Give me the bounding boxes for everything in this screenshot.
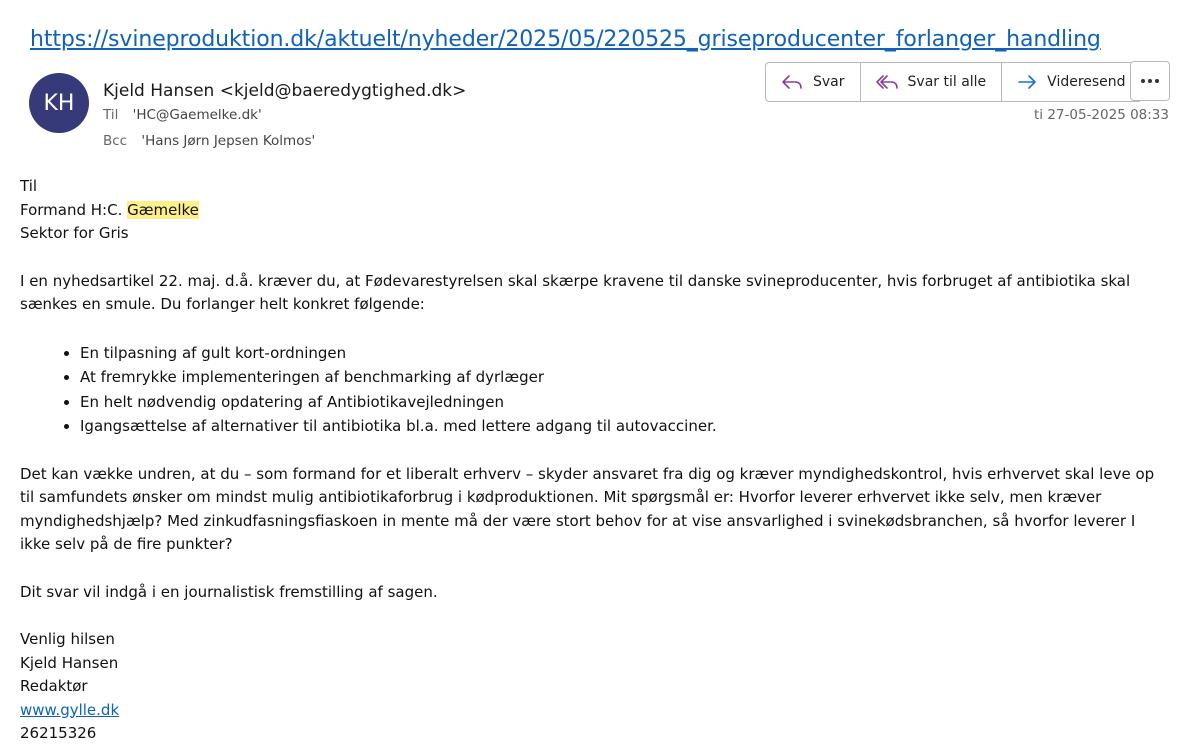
sender[interactable]: Kjeld Hansen <kjeld@baeredygtighed.dk>	[103, 81, 467, 101]
list-item: • En tilpasning af gult kort-ordningen	[80, 341, 1170, 366]
bcc-row	[103, 133, 315, 149]
reply-icon	[781, 73, 803, 91]
signature-name: Kjeld Hansen	[20, 653, 119, 672]
email-body	[20, 175, 1170, 746]
address-line: Sektor for Gris	[20, 224, 129, 242]
reply-all-button[interactable]	[860, 63, 1002, 101]
article-link[interactable]: https://svineproduktion.dk/aktuelt/nyheder/2025/05/220525_griseproducenter_forlanger_handling	[30, 27, 1101, 52]
demands-list	[20, 341, 1170, 439]
highlighted-name: Gæmelke	[127, 200, 199, 219]
signature-title: Redaktør	[20, 677, 88, 695]
address-line: Til	[20, 177, 38, 195]
reply-button[interactable]	[766, 63, 860, 101]
signature-phone: 26215326	[20, 724, 97, 742]
forward-button[interactable]	[1001, 63, 1140, 101]
forward-label: Videresend	[1047, 74, 1126, 90]
signature-greeting: Venlig hilsen	[20, 630, 115, 648]
bcc-value[interactable]: 'Hans Jørn Jepsen Kolmos'	[141, 133, 316, 149]
sent-date: ti 27-05-2025 08:33	[1034, 107, 1169, 123]
to-row	[103, 107, 262, 123]
ellipsis-icon	[1140, 78, 1160, 84]
reply-label: Svar	[813, 74, 845, 90]
to-value[interactable]: 'HC@Gaemelke.dk'	[132, 107, 262, 123]
paragraph: Dit svar vil indgå i en journalistisk fremstilling af sagen.	[20, 582, 438, 601]
to-label: Til	[103, 107, 119, 123]
forward-icon	[1017, 73, 1037, 91]
list-item: • En helt nødvendig opdatering af Antibiotikavejledningen	[80, 390, 1170, 415]
signature-link[interactable]: www.gylle.dk	[20, 700, 120, 719]
address-line	[20, 199, 1170, 223]
more-options-button[interactable]	[1130, 61, 1170, 101]
message-actions	[765, 62, 1142, 102]
paragraph: Det kan vække undren, at du – som formand for et liberalt erhverv – skyder ansvaret fra dig og kræver myndighedskontrol, hvis erhvervet skal leve op til samfundets ønsker om mindst mulig antibiotikaforbrug i kødproduktionen. Mit spørgsmål er: Hvorfor leverer erhvervet ikke selv, men kræver myndighedshjælp? Med zinkudfasningsfiaskoen in mente må der være stort behov for at vise ansvarlighed i svinekødsbranchen, så hvorfor leverer I ikke selv på de fire punkter?	[20, 464, 1155, 553]
list-item: • Igangsættelse af alternativer til antibiotika bl.a. med lettere adgang til autovacciner.	[80, 414, 1170, 439]
avatar-initials: KH	[43, 90, 75, 116]
bcc-label: Bcc	[103, 133, 128, 149]
reply-all-icon	[876, 73, 898, 91]
avatar	[29, 73, 89, 133]
address-prefix: Formand H:C.	[20, 200, 128, 219]
list-item: • At fremrykke implementeringen af benchmarking af dyrlæger	[80, 365, 1170, 390]
reply-all-label: Svar til alle	[907, 74, 987, 90]
paragraph: I en nyhedsartikel 22. maj. d.å. kræver du, at Fødevarestyrelsen skal skærpe kravene til danske svineproducenter, hvis forbruget af antibiotika skal sænkes en smule. Du forlanger helt konkret følgende:	[20, 271, 1131, 313]
